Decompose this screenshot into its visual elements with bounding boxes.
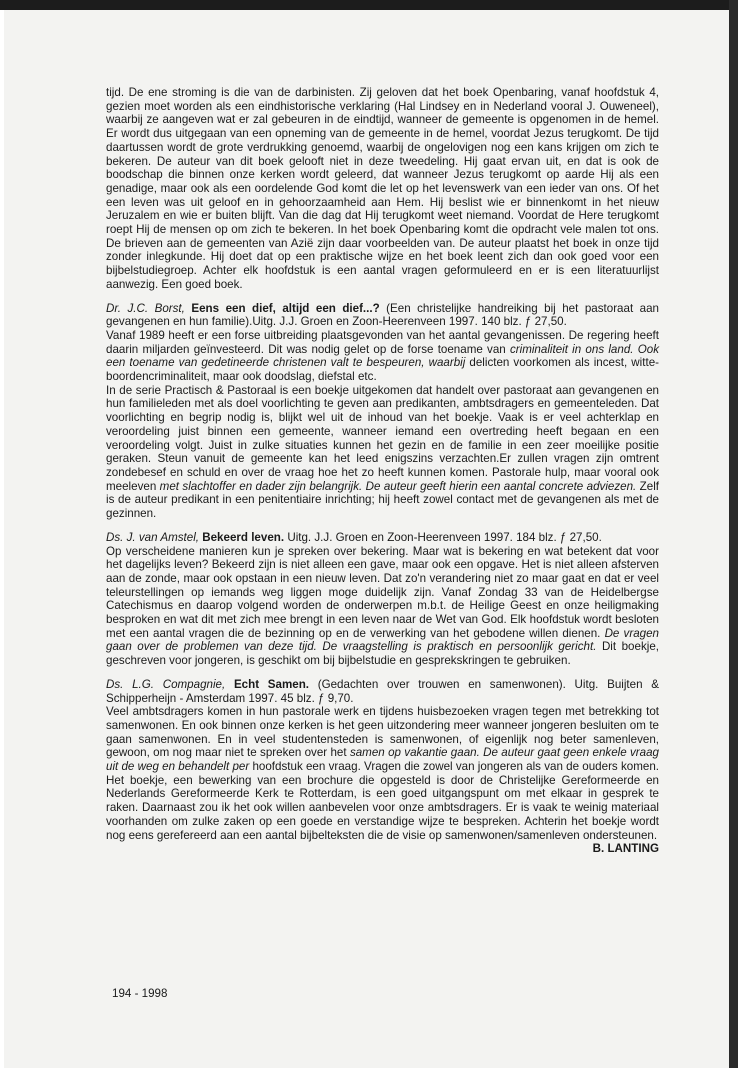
- review-meta: (Gedachten over trouwen en samenwonen). Uitg. Buijten & Schipperheijn - Amsterdam 1997. 45 blz. ƒ 9,70.: [106, 677, 659, 705]
- review-meta: (Een christelijke handreiking bij het pastoraat aan gevangenen en hun familie).Uitg. J.J. Groen en Zoon-Heerenveen 1997. 140 blz. ƒ 27,50.: [106, 301, 659, 329]
- review-1-paragraph-2: In de serie Practisch & Pastoraal is een boekje uitgekomen dat handelt over pastoraat aan gevangenen en hun familieleden met als doel voorlichting te geven aan predikanten, ambtsdragers en gemeenteleden. Dat voorlichting en begrip nodig is, blijkt wel uit de inhoud van het boekje. Vaak is er veel achterklap en veroordeling juist binnen een gemeente, wanneer iemand een overtreding heeft begaan en een veroordeling volgt. Juist in zulke situaties kunnen het gezin en de familie in een zeer moeilijke positie geraken. Steun vanuit de gemeente kan het leed enigszins verzachten.Er zullen vragen zijn omtrent zondebesef en schuld en over de vraag hoe het zo heeft kunnen komen. Pastorale hulp, maar vooral ook meeleven met slachtoffer en dader zijn belangrijk. De auteur geeft hierin een aantal concrete adviezen. Zelf is de auteur predikant in een penitentiaire inrichting; hij heeft zowel contact met de gevangenen als met de gezinnen.: [106, 383, 659, 521]
- review-title: Eens een dief, altijd een dief...?: [191, 301, 380, 315]
- review-author: Dr. J.C. Borst,: [106, 301, 185, 315]
- spacer: [106, 668, 659, 678]
- review-2-paragraph-1: Op verscheidene manieren kun je spreken over bekering. Maar wat is bekering en wat betekent dat voor het dagelijks leven? Bekeerd zijn is niet alleen een gave, maar ook een opgave. Het is niet alleen afsterven aan de zonde, maar ook opstaan in een nieuw leven. Dat zo'n verandering niet zo maar gaat en dat er veel teleurstellingen op iemands weg liggen moge duidelijk zijn. Vanaf Zondag 33 van de Heidelbergse Catechismus en daarop volgend worden de onderwerpen m.b.t. de Heilige Geest en onze heiligmaking besproken en wat dit met zich mee brengt in een leven naar de Wet van God. Elk hoofdstuk wordt besloten met een aantal vragen die de bezinning op en de verwerking van het gebodene willen dienen. De vragen gaan over de problemen van deze tijd. De vraagstelling is praktisch en persoonlijk gericht. Dit boekje, geschreven voor jongeren, is geschikt om bij bijbelstudie en gesprekskringen te gebruiken.: [106, 544, 659, 668]
- review-1-paragraph-1: Vanaf 1989 heeft er een forse uitbreiding plaatsgevonden van het aantal gevangenissen. De regering heeft daarin miljarden geïnvesteerd. Dit was nodig gelet op de forse toename van criminaliteit in ons land. Ook een toename van gedetineerde christenen valt te bespeuren, waarbij delicten voorkomen als incest, witte-boordencriminaliteit, maar ook doodslag, diefstal etc.: [106, 328, 659, 384]
- intro-paragraph: tijd. De ene stroming is die van de darbinisten. Zij geloven dat het boek Openbaring, vanaf hoofdstuk 4, gezien moet worden als een eindhistorische verklaring (Hal Lindsey en in Nederland vooral J. Ouweneel), waarbij ze aangeven wat er zal gebeuren in de eindtijd, wanneer de gemeente is opgenomen in de hemel. Er wordt dus uitgegaan van een opneming van de gemeente in de hemel, voordat Jezus terugkomt. De tijd daartussen wordt de grote verdrukking genoemd, waarbij de ongelovigen nog een kans krijgen om zich te bekeren. De auteur van dit boek gelooft niet in deze tweedeling. Hij gaat ervan uit, en dat is ook de boodschap die binnen onze kerken wordt geleerd, dat wanneer Jezus terugkomt op aarde Hij als een genadige, maar ook als een oordelende God komt die let op het levenswerk van een ieder van ons. Of het een leven was uit geloof en in gehoorzaamheid aan Hem. Hij beslist wie er binnenkomt in het nieuw Jeruzalem en wie er buiten blijft. Van die dag dat Hij terugkomt weet niemand. Voordat de Here terugkomt roept Hij de mensen op om zich te bekeren. In het boek Openbaring komt die opdracht vele malen tot ons. De brieven aan de gemeenten van Azië zijn daar voorbeelden van. De auteur plaatst het boek in onze tijd zonder inlegkunde. Hij doet dat op een praktische wijze en het boek leent zich dan ook goed voor een bijbelstudiegroep. Achter elk hoofdstuk is een aantal vragen geformuleerd en er is een literatuurlijst aanwezig. Een goed boek.: [106, 86, 659, 291]
- article-body: [106, 86, 659, 856]
- review-3-heading: [106, 678, 659, 705]
- author-signature: B. LANTING: [592, 842, 659, 856]
- spacer: [106, 292, 659, 302]
- review-title: Echt Samen.: [233, 677, 310, 691]
- review-author: Ds. L.G. Compagnie,: [106, 677, 226, 691]
- review-3-paragraph-1: Veel ambtsdragers komen in hun pastorale werk en tijdens huisbezoeken vragen tegen met betrekking tot samenwonen. En ook binnen onze kerken is het geen uitzondering meer wanneer jongeren besluiten om te gaan samenwonen. En in veel studentensteden is samenwonen, of eigenlijk nog beter samenleven, gewoon, om nog maar niet te spreken over het samen op vakantie gaan. De auteur gaat geen enkele vraag uit de weg en behandelt per hoofdstuk een vraag. Vragen die zowel van jongeren als van de ouders komen. Het boekje, een bewerking van een brochure die opgesteld is door de Christelijke Gereformeerde en Nederlands Gereformeerde Kerk te Rotterdam, is een goed uitgangspunt om met elkaar in gesprek te raken. Daarnaast zou ik het ook willen aanbevelen voor onze ambtsdragers. Er is vaak te weinig materiaal voorhanden om zulke zaken op een goede en verstandige wijze te bespreken. Achterin het boekje wordt nog eens gerefereerd aan een aantal bijbelteksten die de visie op samenwonen/samenleven ondersteunen.: [106, 705, 659, 842]
- spacer: [106, 521, 659, 531]
- scan-border-right: [729, 0, 738, 1068]
- review-meta: Uitg. J.J. Groen en Zoon-Heerenveen 1997. 184 blz. ƒ 27,50.: [284, 530, 602, 544]
- review-2-heading: [106, 531, 659, 545]
- page-footer: 194 - 1998: [112, 987, 168, 1000]
- review-1-heading: [106, 302, 659, 329]
- scan-border-top: [0, 0, 738, 10]
- review-author: Ds. J. van Amstel,: [106, 530, 199, 544]
- review-title: Bekeerd leven.: [202, 530, 285, 544]
